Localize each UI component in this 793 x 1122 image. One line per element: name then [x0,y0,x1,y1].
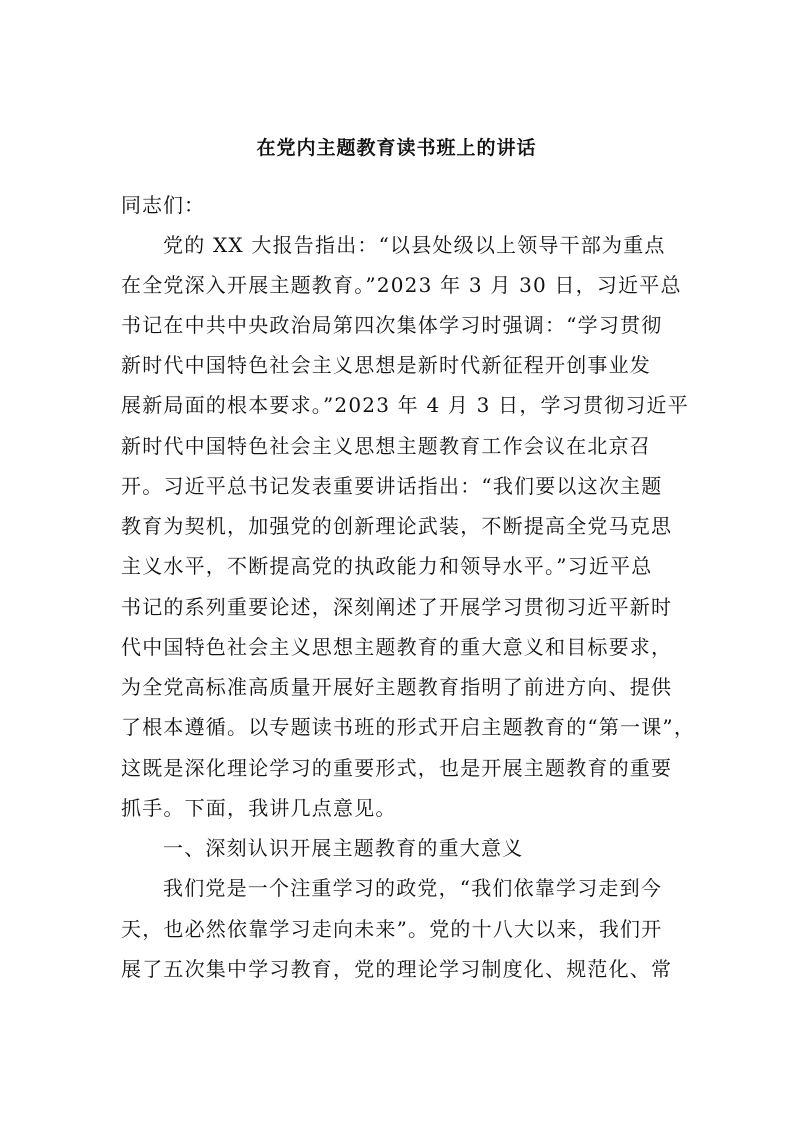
text-line: 书记在中共中央政治局第四次集体学习时强调：“学习贯彻 [121,313,663,337]
text-line: 党的 XX 大报告指出：“以县处级以上领导干部为重点 [163,233,666,257]
text-line: 这既是深化理论学习的重要形式，也是开展主题教育的重要 [121,756,673,780]
text-line: 展了五次集中学习教育，党的理论学习制度化、规范化、常 [121,957,673,981]
text-line: 代中国特色社会主义思想主题教育的重大意义和目标要求， [121,635,673,659]
text-line: 新时代中国特色社会主义思想是新时代新征程开创事业发 [121,353,651,377]
text-line: 为全党高标准高质量开展好主题教育指明了前进方向、提供 [121,675,673,699]
text-line: 天，也必然依靠学习走向未来”。党的十八大以来，我们开 [121,917,663,941]
document-title: 在党内主题教育读书班上的讲话 [256,137,537,159]
text-line: 我们党是一个注重学习的政党，“我们依靠学习走到今 [163,876,663,900]
section-heading: 一、深刻认识开展主题教育的重大意义 [163,836,524,860]
salutation: 同志们： [121,193,205,217]
text-line: 抓手。下面，我讲几点意见。 [121,796,397,820]
text-line: 新时代中国特色社会主义思想主题教育工作会议在北京召 [121,434,651,458]
text-line: 开。习近平总书记发表重要讲话指出：“我们要以这次主题 [121,474,663,498]
text-line: 在全党深入开展主题教育。”2023 年 3 月 30 日，习近平总 [121,273,682,297]
text-line: 书记的系列重要论述，深刻阐述了开展学习贯彻习近平新时 [121,595,673,619]
text-line: 主义水平，不断提高党的执政能力和领导水平。”习近平总 [121,554,653,578]
text-line: 教育为契机，加强党的创新理论武装，不断提高全党马克思 [121,514,673,538]
text-line: 展新局面的根本要求。”2023 年 4 月 3 日，学习贯彻习近平 [121,393,689,417]
text-line: 了根本遵循。以专题读书班的形式开启主题教育的“第一课”， [121,715,696,739]
